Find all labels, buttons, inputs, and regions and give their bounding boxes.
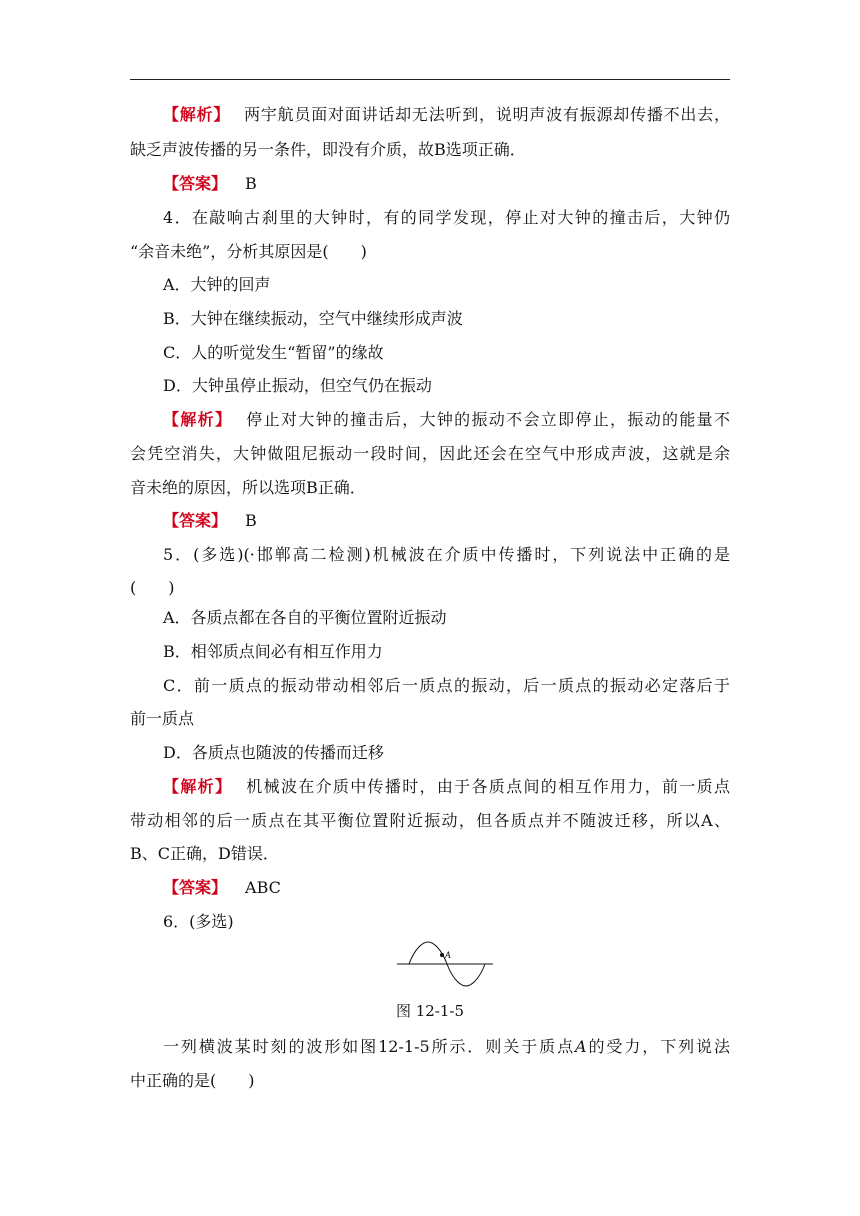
q5-option-d: D．各质点也随波的传播而迁移 xyxy=(163,743,384,762)
q5-answer-value: ABC xyxy=(245,878,281,897)
q5-stem-line-1: 5．(多选)(·邯郸高二检测)机械波在介质中传播时，下列说法中正确的是 xyxy=(163,545,730,564)
q3-answer xyxy=(163,173,730,195)
q4-answer-value: B xyxy=(245,511,257,530)
q4-stem-line-1: 4．在敲响古刹里的大钟时，有的同学发现，停止对大钟的撞击后，大钟仍 xyxy=(163,208,730,227)
answer-tag: 【答案】 xyxy=(163,511,228,530)
header-rule xyxy=(130,79,730,80)
q3-answer-value: B xyxy=(245,174,257,193)
q5-option-c-line-2: 前一质点 xyxy=(130,709,195,728)
analysis-tag: 【解析】 xyxy=(163,777,233,796)
q4-stem-line-2: “余音未绝”，分析其原因是( ) xyxy=(130,242,367,261)
q6-body-line-1: 一列横波某时刻的波形如图12-1-5所示．则关于质点A的受力，下列说法 xyxy=(163,1037,730,1056)
q4-analysis-line-2: 会凭空消失，大钟做阻尼振动一段时间，因此还会在空气中形成声波，这就是余 xyxy=(130,444,730,463)
q4-answer xyxy=(163,510,730,532)
q4-analysis-line-1: 【解析】 停止对大钟的撞击后，大钟的振动不会立即停止，振动的能量不 xyxy=(163,410,730,429)
figure-caption: 图 12-1-5 xyxy=(395,1002,465,1020)
wave-figure xyxy=(397,938,493,990)
q4-option-a: A．大钟的回声 xyxy=(163,275,271,294)
q5-option-a: A．各质点都在各自的平衡位置附近振动 xyxy=(163,608,447,627)
answer-tag: 【答案】 xyxy=(163,174,228,193)
analysis-tag: 【解析】 xyxy=(163,410,233,429)
answer-tag: 【答案】 xyxy=(163,878,228,897)
q5-analysis-line-2: 带动相邻的后一质点在其平衡位置附近振动，但各质点并不随波迁移，所以A、 xyxy=(130,811,730,830)
point-a-variable: A xyxy=(575,1037,587,1056)
q5-option-b: B．相邻质点间必有相互作用力 xyxy=(163,642,383,661)
point-a-label: A xyxy=(445,950,451,960)
q6-stem-head: 6．(多选) xyxy=(163,912,234,931)
q3-analysis-line-1: 【解析】 两宇航员面对面讲话却无法听到，说明声波有振源却传播不出去， xyxy=(163,105,730,124)
point-a-marker xyxy=(440,953,444,957)
q4-analysis-line-3: 音未绝的原因，所以选项B正确． xyxy=(130,478,366,497)
q5-analysis-line-1: 【解析】 机械波在介质中传播时，由于各质点间的相互作用力，前一质点 xyxy=(163,777,730,796)
q4-option-c: C．人的听觉发生“暂留”的缘故 xyxy=(163,343,384,362)
q5-option-c-line-1: C．前一质点的振动带动相邻后一质点的振动，后一质点的振动必定落后于 xyxy=(163,676,730,695)
q4-option-b: B．大钟在继续振动，空气中继续形成声波 xyxy=(163,309,463,328)
q3-analysis-line-2: 缺乏声波传播的另一条件，即没有介质，故B选项正确． xyxy=(130,140,526,159)
q5-stem-line-2: ( ) xyxy=(130,578,175,597)
analysis-tag: 【解析】 xyxy=(163,105,231,124)
q5-analysis-line-3: B、C正确，D错误． xyxy=(130,844,279,863)
q4-option-d: D．大钟虽停止振动，但空气仍在振动 xyxy=(163,376,432,395)
q6-body-line-2: 中正确的是( ) xyxy=(130,1071,255,1090)
q5-answer xyxy=(163,877,730,899)
